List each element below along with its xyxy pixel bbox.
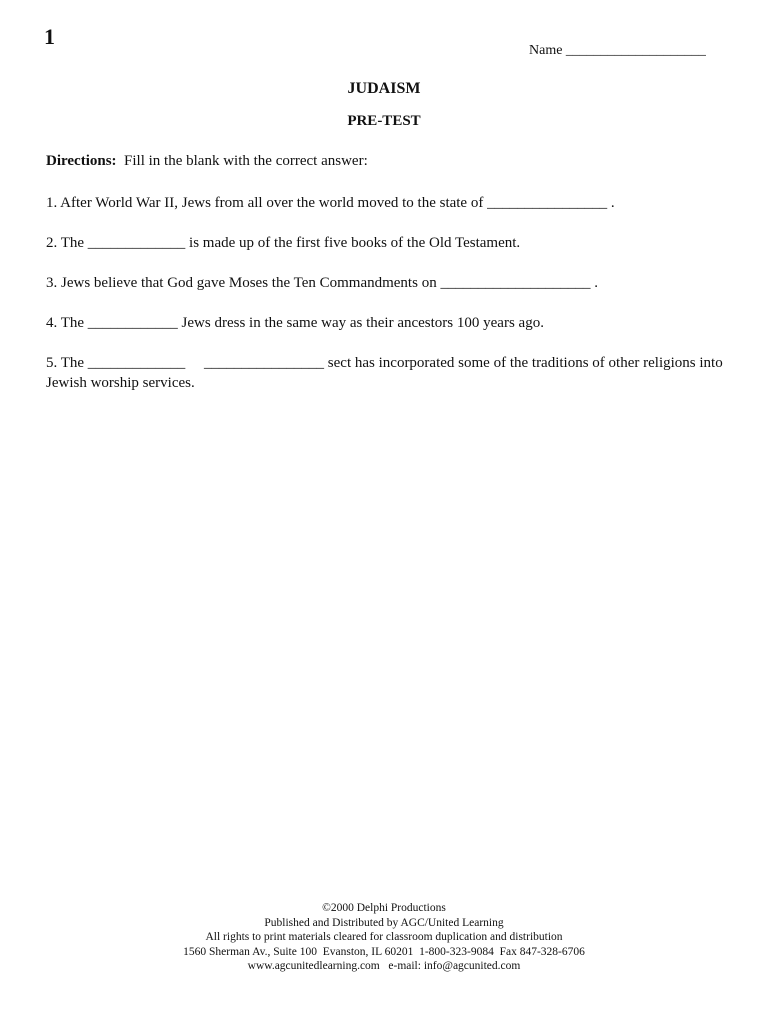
question-2: 2. The _____________ is made up of the first five books of the Old Testament. — [46, 235, 521, 251]
footer-publisher: Published and Distributed by AGC/United Learning — [264, 916, 504, 929]
question-5: 5. The _____________ ________________ sect has incorporated some of the traditions of other religions into Jewish worship services. — [46, 355, 727, 391]
name-field: Name ____________________ — [529, 43, 706, 58]
footer-contact: www.agcunitedlearning.com e-mail: info@agcunited.com — [247, 960, 521, 972]
document-title: JUDAISM — [347, 80, 421, 97]
question-3: 3. Jews believe that God gave Moses the Ten Commandments on ____________________ . — [46, 275, 598, 291]
footer — [0, 901, 768, 974]
footer-copyright: ©2000 Delphi Productions — [322, 902, 446, 914]
footer-rights: All rights to print materials cleared for classroom duplication and distribution — [205, 931, 563, 943]
question-list — [46, 193, 726, 413]
page-number: 1 — [44, 24, 55, 49]
question-4: 4. The ____________ Jews dress in the same way as their ancestors 100 years ago. — [46, 315, 544, 331]
question-1: 1. After World War II, Jews from all over the world moved to the state of ________________ . — [46, 195, 615, 211]
document-subtitle: PRE-TEST — [347, 113, 421, 129]
footer-address: 1560 Sherman Av., Suite 100 Evanston, IL 60201 1-800-323-9084 Fax 847-328-6706 — [183, 945, 585, 958]
directions-text: Fill in the blank with the correct answer: — [116, 153, 368, 169]
directions — [46, 153, 368, 170]
directions-label: Directions: — [46, 153, 117, 169]
